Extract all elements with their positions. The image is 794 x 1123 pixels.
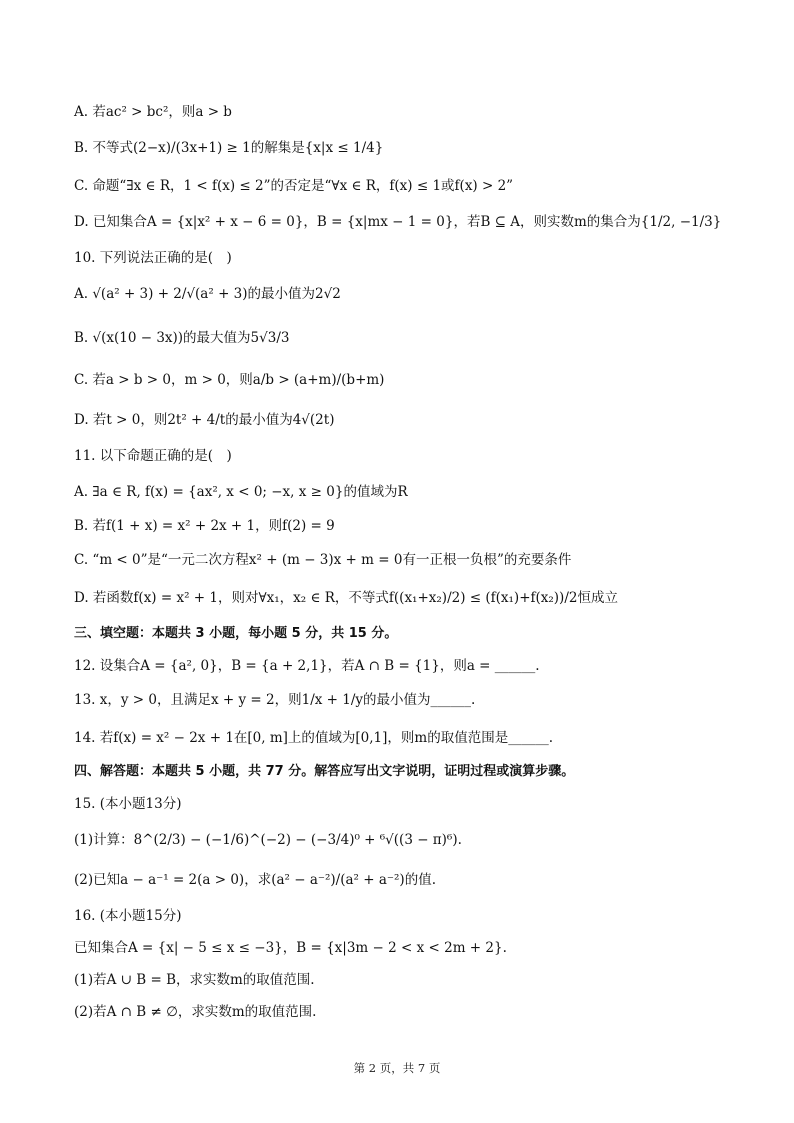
question-15: 15. (本小题13分) (74, 796, 182, 812)
section-answer: 四、解答题：本题共 5 小题，共 77 分。解答应写出文字说明，证明过程或演算步骤。 (74, 764, 575, 779)
option-10d: D. 若t > 0，则2t² + 4/t的最小值为4√(2t) (74, 412, 335, 428)
option-11d: D. 若函数f(x) = x² + 1，则对∀x₁，x₂ ∈ R，不等式f((x₁+x₂)/2) ≤ (f(x₁)+f(x₂))/2恒成立 (74, 590, 618, 606)
option-11b: B. 若f(1 + x) = x² + 2x + 1，则f(2) = 9 (74, 518, 335, 534)
question-13: 13. x，y > 0，且满足x + y = 2，则1/x + 1/y的最小值为______. (74, 692, 476, 708)
question-16: 16. (本小题15分) (74, 908, 182, 924)
option-11c: C. “m < 0”是“一元二次方程x² + (m − 3)x + m = 0有一正根一负根”的充要条件 (74, 552, 572, 568)
option-9b: B. 不等式(2−x)/(3x+1) ≥ 1的解集是{x|x ≤ 1/4} (74, 140, 384, 156)
option-9d: D. 已知集合A = {x|x² + x − 6 = 0}，B = {x|mx − 1 = 0}，若B ⊆ A，则实数m的集合为{1/2, −1/3} (74, 214, 722, 230)
page-footer: 第 2 页，共 7 页 (353, 1061, 441, 1075)
question-10: 10. 下列说法正确的是( ) (74, 250, 232, 266)
section-fill-in: 三、填空题：本题共 3 小题，每小题 5 分，共 15 分。 (74, 626, 398, 641)
option-11a: A. ∃a ∈ R, f(x) = {ax², x < 0; −x, x ≥ 0}的值域为R (74, 484, 408, 500)
question-15-part2: (2)已知a − a⁻¹ = 2(a > 0)，求(a² − a⁻²)/(a² + a⁻²)的值. (74, 872, 436, 888)
option-10b: B. √(x(10 − 3x))的最大值为5√3/3 (74, 330, 290, 346)
question-15-part1: (1)计算：8^(2/3) − (−1/6)^(−2) − (−3/4)⁰ + ⁶√((3 − π)⁶). (74, 832, 462, 848)
question-16-part1: (1)若A ∪ B = B，求实数m的取值范围. (74, 972, 315, 988)
option-10c: C. 若a > b > 0，m > 0，则a/b > (a+m)/(b+m) (74, 372, 385, 388)
question-16-stem: 已知集合A = {x| − 5 ≤ x ≤ −3}，B = {x|3m − 2 < x < 2m + 2}. (74, 940, 507, 956)
question-14: 14. 若f(x) = x² − 2x + 1在[0, m]上的值域为[0,1]，则m的取值范围是______. (74, 730, 554, 746)
question-11: 11. 以下命题正确的是( ) (74, 448, 232, 464)
question-12: 12. 设集合A = {a², 0}，B = {a + 2,1}，若A ∩ B = {1}，则a = ______. (74, 658, 540, 674)
option-9c: C. 命题“∃x ∈ R，1 < f(x) ≤ 2”的否定是“∀x ∈ R，f(x) ≤ 1或f(x) > 2” (74, 178, 514, 194)
option-9a: A. 若ac² > bc²，则a > b (74, 104, 232, 120)
question-16-part2: (2)若A ∩ B ≠ ∅，求实数m的取值范围. (74, 1004, 317, 1020)
option-10a: A. √(a² + 3) + 2/√(a² + 3)的最小值为2√2 (74, 286, 341, 302)
